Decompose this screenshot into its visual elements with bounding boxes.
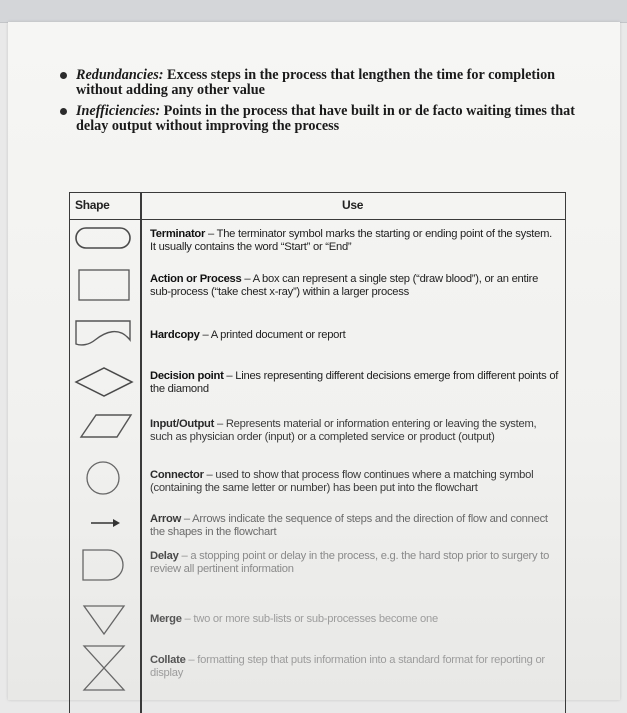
row-name: Arrow (150, 513, 182, 525)
process-box-icon (78, 269, 130, 301)
document-page (8, 22, 620, 700)
row-name: Action or Process (150, 273, 242, 285)
delay-icon (82, 549, 128, 581)
bullet-redundancies (54, 68, 594, 98)
row-delay: Delay – a stopping point or delay in the process, e.g. the hard stop prior to surgery to review all pertinent information (150, 550, 550, 575)
bullet-dot-icon (60, 108, 67, 115)
parallelogram-icon (80, 414, 132, 438)
diamond-icon (75, 367, 133, 397)
row-collate: Collate – formatting step that puts information into a standard format for reporting or display (150, 654, 545, 679)
header-shape: Shape (75, 198, 110, 212)
row-merge: Merge – two or more sub-lists or sub-processes become one (150, 613, 438, 625)
bullet-text: Excess steps in the process that lengthen the time for completion without adding any other value (76, 67, 556, 98)
document-icon (75, 320, 131, 348)
table-header (70, 193, 565, 220)
bullet-term: Inefficiencies: (76, 103, 161, 119)
flowchart-symbols-table (69, 192, 566, 713)
row-name: Delay (150, 550, 179, 562)
terminator-icon (75, 227, 131, 249)
bullet-text: Points in the process that have built in or de facto waiting times that delay output without improving the process (76, 103, 575, 134)
bullet-list (54, 68, 594, 140)
row-desc: Represents material or information entering or leaving the system, such as physician order (input) or a completed service or product (output) (150, 418, 537, 443)
row-action-process: Action or Process – A box can represent a single step (“draw blood”), or an entire sub-process (“take chest x-ray”) within a larger process (150, 273, 539, 298)
row-desc: The terminator symbol marks the starting or ending point of the system. It usually contains the word “Start” or “End” (150, 228, 553, 253)
row-desc: Arrows indicate the sequence of steps and the direction of flow and connect the shapes in the flowchart (150, 513, 548, 538)
arrow-icon (91, 518, 121, 528)
circle-icon (85, 460, 121, 496)
row-connector: Connector – used to show that process flow continues where a matching symbol (containing the same letter or number) has been put into the flowchart (150, 469, 534, 494)
bullet-inefficiencies (54, 104, 594, 134)
window-top-band (0, 0, 627, 23)
row-input-output: Input/Output – Represents material or information entering or leaving the system, such as physician order (input) or a completed service or product (output) (150, 418, 537, 443)
row-desc: two or more sub-lists or sub-processes become one (193, 613, 438, 625)
row-decision-point: Decision point – Lines representing different decisions emerge from different points of the diamond (150, 370, 559, 395)
triangle-down-icon (83, 605, 125, 635)
column-divider (140, 193, 142, 713)
header-use: Use (342, 198, 364, 212)
bullet-dot-icon (60, 72, 67, 79)
row-desc: A printed document or report (210, 329, 346, 341)
row-desc: used to show that process flow continues where a matching symbol (containing the same letter or number) has been put into the flowchart (150, 469, 534, 494)
row-name: Terminator (150, 228, 206, 240)
row-name: Hardcopy (150, 329, 200, 341)
row-desc: formatting step that puts information into a standard format for reporting or display (150, 654, 545, 679)
row-name: Connector (150, 469, 204, 481)
bullet-term: Redundancies: (76, 67, 164, 83)
row-hardcopy: Hardcopy – A printed document or report (150, 329, 346, 341)
row-name: Decision point (150, 370, 224, 382)
collate-icon (83, 645, 125, 691)
row-name: Collate (150, 654, 186, 666)
row-name: Input/Output (150, 418, 215, 430)
row-desc: a stopping point or delay in the process, e.g. the hard stop prior to surgery to review all pertinent information (150, 550, 550, 575)
row-name: Merge (150, 613, 182, 625)
row-desc: A box can represent a single step (“draw blood”), or an entire sub-process (“take chest x-ray”) within a larger process (150, 273, 539, 298)
row-desc: Lines representing different decisions emerge from different points of the diamond (150, 370, 559, 395)
row-terminator: Terminator – The terminator symbol marks the starting or ending point of the system. It usually contains the word “Start” or “End” (150, 228, 553, 253)
row-arrow: Arrow – Arrows indicate the sequence of steps and the direction of flow and connect the shapes in the flowchart (150, 513, 548, 538)
